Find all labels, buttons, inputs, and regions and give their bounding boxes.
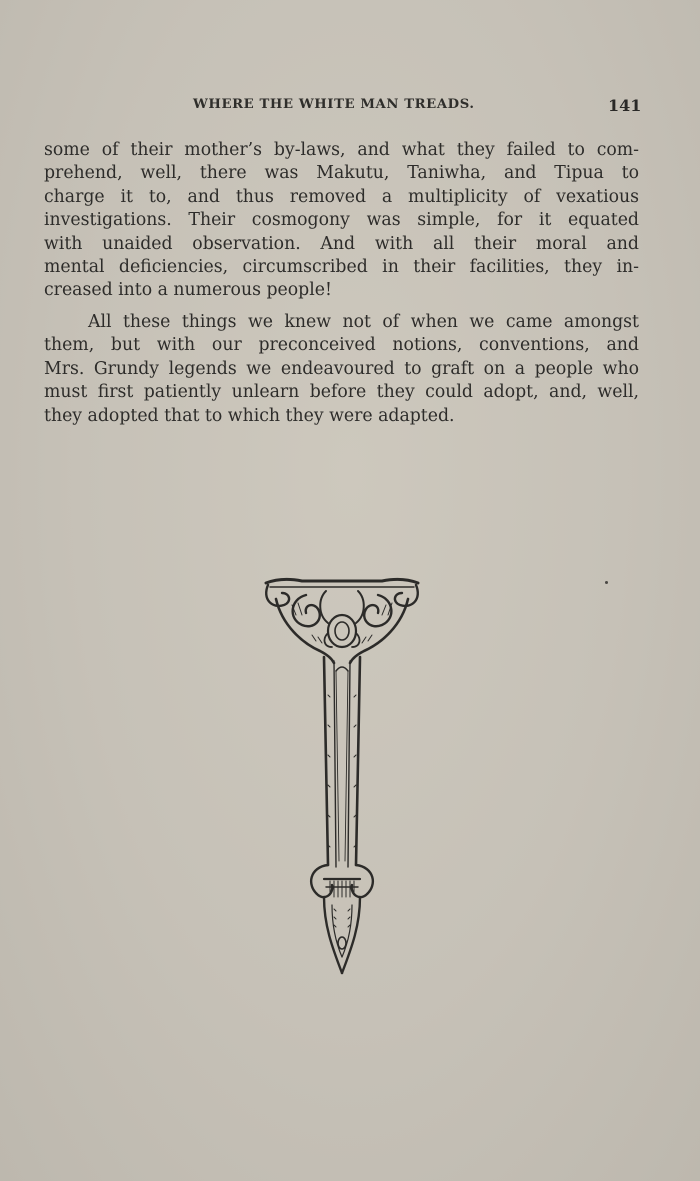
- text-line: they adopted that to which they were adapted.: [44, 405, 455, 426]
- text-line: some of their mother’s by-laws, and what they failed to com-: [44, 140, 639, 160]
- text-line: creased into a numerous people!: [44, 280, 332, 301]
- text-line: All these things we knew not of when we came amongst: [88, 312, 639, 332]
- text-line: charge it to, and thus removed a multiplicity of vexatious: [44, 186, 639, 207]
- paragraph-2: [44, 311, 639, 428]
- text-line: them, but with our preconceived notions, conventions, and: [44, 335, 639, 356]
- text-line: must first patiently unlearn before they could adopt, and, well,: [44, 382, 639, 403]
- paragraph-1: [44, 139, 639, 303]
- paper-speck: [605, 581, 608, 584]
- text-line: with unaided observation. And with all their moral and: [44, 233, 639, 254]
- text-line: Mrs. Grundy legends we endeavoured to graft on a people who: [44, 358, 639, 379]
- tailpiece-ornament-icon: [262, 575, 422, 980]
- page-number: 141: [608, 96, 642, 115]
- running-header: WHERE THE WHITE MAN TREADS.: [193, 97, 475, 112]
- text-line: prehend, well, there was Makutu, Taniwha, and Tipua to: [44, 163, 639, 184]
- text-line: mental deficiencies, circumscribed in their facilities, they in-: [44, 257, 639, 278]
- text-line: investigations. Their cosmogony was simple, for it equated: [44, 210, 639, 231]
